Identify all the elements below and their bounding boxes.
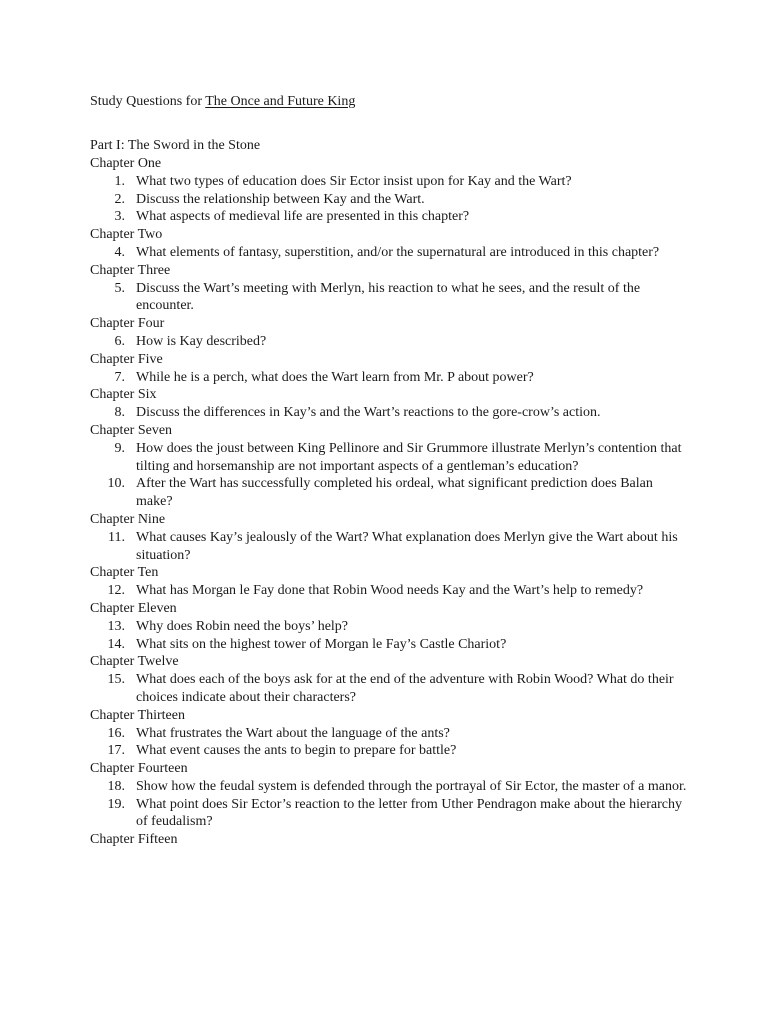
question-item [90,742,690,760]
question-number: 12. [107,583,125,599]
question-number: 5. [114,280,125,296]
question-item [90,582,690,600]
question-item [90,244,690,262]
document-page [90,93,690,849]
book-title: The Once and Future King [205,94,356,109]
spacer [90,111,690,137]
question-text: What sits on the highest tower of Morgan le Fay’s Castle Chariot? [136,636,507,652]
chapter-heading: Chapter Thirteen [90,707,185,723]
question-text: What causes Kay’s jealously of the Wart? What explanation does Merlyn give the Wart about his situation? [136,529,678,563]
question-item [90,333,690,351]
question-item [90,618,690,636]
question-text: Discuss the differences in Kay’s and the Wart’s reactions to the gore-crow’s action. [136,405,601,421]
question-item [90,440,690,476]
question-item [90,280,690,316]
question-number: 10. [107,476,125,492]
question-number: 13. [107,618,125,634]
question-item [90,671,690,707]
question-text: Discuss the Wart’s meeting with Merlyn, his reaction to what he sees, and the result of the encounter. [136,280,641,314]
question-text: Show how the feudal system is defended through the portrayal of Sir Ector, the master of a manor. [136,778,687,794]
question-text: While he is a perch, what does the Wart learn from Mr. P about power? [136,369,534,385]
question-item [90,208,690,226]
question-text: What two types of education does Sir Ector insist upon for Kay and the Wart? [136,173,572,189]
chapter-list [90,155,690,849]
question-text: What does each of the boys ask for at the end of the adventure with Robin Wood? What do their choices indicate about their characters? [136,672,674,705]
chapter-heading: Chapter Fifteen [90,832,178,848]
question-number: 15. [107,672,125,688]
question-number: 1. [114,173,125,189]
question-text: Discuss the relationship between Kay and the Wart. [136,191,425,207]
question-item [90,475,690,511]
question-text: How is Kay described? [136,333,267,349]
question-number: 11. [108,529,125,545]
question-text: After the Wart has successfully completed his ordeal, what significant prediction does Balan make? [136,476,653,510]
question-number: 2. [114,191,125,207]
question-item [90,778,690,796]
chapter-heading: Chapter Eleven [90,600,177,616]
question-text: What frustrates the Wart about the language of the ants? [136,725,450,741]
chapter-heading: Chapter Ten [90,565,159,581]
question-number: 18. [107,778,125,794]
document-title [90,93,690,111]
chapter-heading: Chapter Twelve [90,654,179,670]
question-number: 3. [114,209,125,225]
question-text: What has Morgan le Fay done that Robin Wood needs Kay and the Wart’s help to remedy? [136,583,644,599]
question-number: 7. [114,369,125,385]
question-text: What elements of fantasy, superstition, and/or the supernatural are introduced in this chapter? [136,244,660,260]
question-text: How does the joust between King Pellinore and Sir Grummore illustrate Merlyn’s contention that tilting and horsemanship are not important aspects of a gentleman’s education? [136,440,682,474]
question-number: 19. [107,796,125,812]
chapter-heading: Chapter Nine [90,511,166,527]
part-heading: Part I: The Sword in the Stone [90,138,261,153]
question-item [90,796,690,832]
question-number: 6. [114,333,125,349]
question-text: What aspects of medieval life are presented in this chapter? [136,209,470,225]
question-item [90,369,690,387]
chapter-heading: Chapter Two [90,227,163,243]
question-item [90,191,690,209]
question-text: What event causes the ants to begin to prepare for battle? [136,743,457,759]
question-number: 17. [107,743,125,759]
chapter-heading: Chapter Three [90,262,171,278]
chapter-heading: Chapter Four [90,316,165,332]
question-number: 14. [107,636,125,652]
question-item [90,404,690,422]
title-prefix: Study Questions for [90,94,206,109]
chapter-heading: Chapter Fourteen [90,761,188,777]
question-number: 16. [107,725,125,741]
chapter-heading: Chapter Five [90,351,163,367]
question-item [90,173,690,191]
chapter-heading: Chapter Seven [90,422,173,438]
question-text: What point does Sir Ector’s reaction to the letter from Uther Pendragon make about the hierarchy of feudalism? [136,796,682,830]
chapter-heading: Chapter One [90,156,162,171]
question-number: 4. [114,244,125,260]
question-item [90,529,690,565]
question-item [90,725,690,743]
question-number: 9. [114,440,125,456]
question-number: 8. [114,405,125,421]
question-item [90,636,690,654]
question-text: Why does Robin need the boys’ help? [136,618,349,634]
chapter-heading: Chapter Six [90,387,157,403]
